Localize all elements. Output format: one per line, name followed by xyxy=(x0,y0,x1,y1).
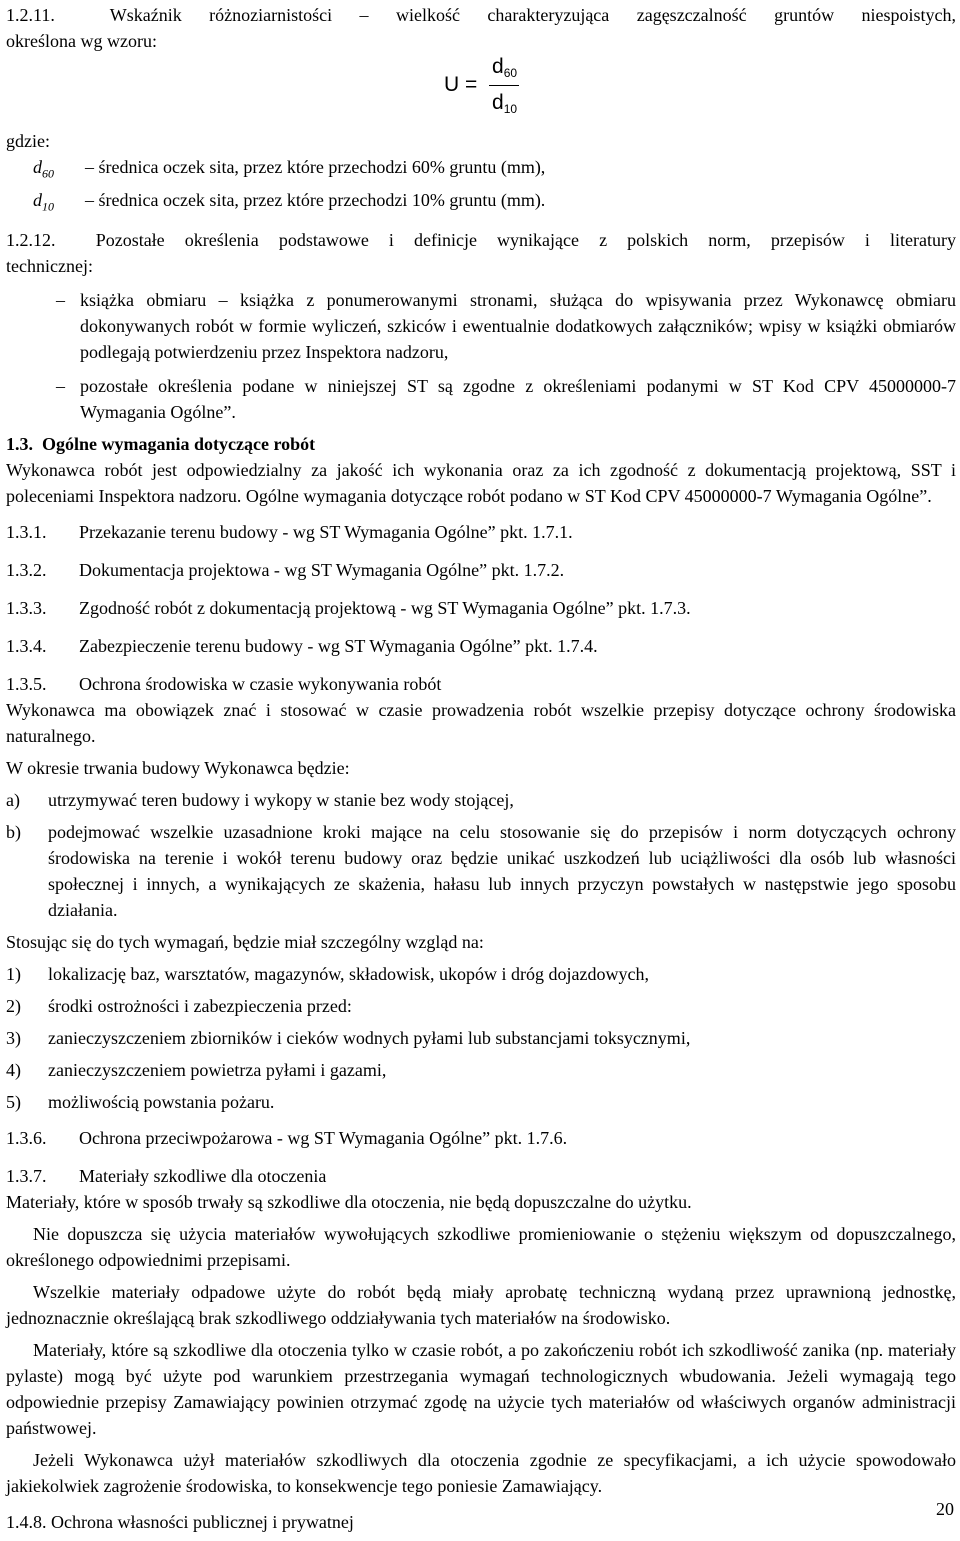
dash-item: – książka obmiaru – książka z ponumerowanymi stronami, służąca do wpisywania przez Wykonawcę obmiaru dokonywanych robót w formie wyliczeń, szkiców i ewentualnie dodatkowych załączników; wpisy w książki obmiarów podlegają potwierdzeniu przez Inspektora nadzoru, xyxy=(56,287,956,365)
section-1-3-heading: 1.3. Ogólne wymagania dotyczące robót xyxy=(6,434,316,455)
section-1-3-7-p5: Jeżeli Wykonawca użył materiałów szkodliwych dla otoczenia zgodnie ze specyfikacjami, a ich użycie spowodowało jakiekolwiek zagrożenie środowiska, to konsekwencje tego poniesie Zamawiający. xyxy=(6,1450,956,1497)
section-1-2-12-line2: technicznej: xyxy=(6,256,93,277)
dash-item: – pozostałe określenia podane w niniejszej ST są zgodne z określeniami podanymi w ST Kod CPV 45000000-7 Wymagania Ogólne”. xyxy=(56,373,956,425)
section-1-3-5-intro2: Stosując się do tych wymagań, będzie miał szczególny wzgląd na: xyxy=(6,932,484,953)
section-text: Pozostałe określenia podstawowe i definicje wynikające z polskich norm, przepisów i literatury xyxy=(95,230,956,251)
symbol: $d_{10}$ xyxy=(33,189,54,214)
section-1-3-7-p2: Nie dopuszcza się użycia materiałów wywołujących szkodliwe promieniowanie o stężeniu większym od dopuszczalnego, określonego odpowiednimi przepisami. xyxy=(6,1224,956,1271)
section-1-3-7-p4: Materiały, które są szkodliwe dla otoczenia tylko w czasie robót, a po zakończeniu robót ich szkodliwość zanika (np. materiały pylaste) mogą być użyte pod warunkiem przestrzegania wymagań technologicznych wbudowania. Jeżeli wymagają tego odpowiednie przepisy Zamawiający powinien otrzymać zgodę na użycie tych materiałów od właściwych organów administracji państwowej. xyxy=(6,1340,956,1439)
subsection-1-3-1: 1.3.1. Przekazanie terenu budowy - wg ST Wymagania Ogólne” pkt. 1.7.1. xyxy=(6,522,573,543)
definition-d10 xyxy=(33,187,956,220)
list-item-5: 5) możliwością powstania pożaru. xyxy=(6,1092,275,1113)
dash-bullet: – xyxy=(56,376,65,397)
section-1-3-5-intro: W okresie trwania budowy Wykonawca będzie: xyxy=(6,758,350,779)
formula-fraction-bar xyxy=(489,85,519,86)
list-item-4: 4) zanieczyszczeniem powietrza pyłami i gazami, xyxy=(6,1060,387,1081)
page-number: 20 xyxy=(936,1499,954,1519)
list-item-1: 1) lokalizację baz, warsztatów, magazynów, składowisk, ukopów i dróg dojazdowych, xyxy=(6,964,649,985)
definitions-block xyxy=(6,128,956,1535)
section-1-3-7-p1: Materiały, które w sposób trwały są szkodliwe dla otoczenia, nie będą dopuszczalne do użytku. xyxy=(6,1192,692,1213)
section-1-3-text: Wykonawca robót jest odpowiedzialny za jakość ich wykonania oraz za ich zgodność z dokumentacją projektową, SST i poleceniami Inspektora nadzoru. Ogólne wymagania dotyczące robót podano w ST Kod CPV 45000000-7 Wymagania Ogólne”. xyxy=(6,460,956,507)
formula-denominator: $d_{10}$ xyxy=(492,91,518,116)
subsection-1-3-6: 1.3.6. Ochrona przeciwpożarowa - wg ST Wymagania Ogólne” pkt. 1.7.6. xyxy=(6,1128,568,1149)
subsection-1-3-7: 1.3.7. Materiały szkodliwe dla otoczenia xyxy=(6,1166,327,1187)
section-1-2-12-line1 xyxy=(6,227,956,253)
list-item-3: 3) zanieczyszczeniem zbiorników i cieków wodnych pyłami lub substancjami toksycznymi, xyxy=(6,1028,691,1049)
list-item-2: 2) środki ostrożności i zabezpieczenia przed: xyxy=(6,996,352,1017)
subsection-1-3-4: 1.3.4. Zabezpieczenie terenu budowy - wg ST Wymagania Ogólne” pkt. 1.7.4. xyxy=(6,636,598,657)
section-number: 1.2.12. xyxy=(6,230,56,251)
gdzie-label: gdzie: xyxy=(6,131,50,151)
subsection-1-3-3: 1.3.3. Zgodność robót z dokumentacją projektową - wg ST Wymagania Ogólne” pkt. 1.7.3. xyxy=(6,598,691,619)
subsection-1-3-2: 1.3.2. Dokumentacja projektowa - wg ST Wymagania Ogólne” pkt. 1.7.2. xyxy=(6,560,565,581)
section-1-3-5-text: Wykonawca ma obowiązek znać i stosować w czasie prowadzenia robót wszelkie przepisy dotyczące ochrony środowiska naturalnego. xyxy=(6,700,956,747)
formula-lhs: U xyxy=(444,73,460,96)
section-text: Wskaźnik różnoziarnistości – wielkość charakteryzująca zagęszczalność gruntów niespoistych, xyxy=(109,5,957,25)
subsection-1-3-5: 1.3.5. Ochrona środowiska w czasie wykonywania robót xyxy=(6,674,442,695)
section-1-4-8-heading: 1.4.8. Ochrona własności publicznej i prywatnej xyxy=(6,1512,354,1533)
section-1-3-7-p3: Wszelkie materiały odpadowe użyte do robót będą miały aprobatę techniczną wydaną przez uprawnioną jednostkę, jednoznacznie określającą brak szkodliwego oddziaływania tych materiałów na środowisko. xyxy=(6,1282,956,1329)
definition-text: – średnica oczek sita, przez które przechodzi 10% gruntu (mm). xyxy=(85,189,546,210)
list-item-b: b) podejmować wszelkie uzasadnione kroki mające na celu stosowanie się do przepisów i norm dotyczących ochrony środowiska na terenie i wokół terenu budowy oraz będzie unikać uszkodzeń lub uciążliwości dla osób lub własności społecznej i innych, a wynikających ze skażenia, hałasu lub innych przyczyn powstałych w następstwie jego sposobu działania. xyxy=(6,822,956,921)
list-item-a: a) utrzymywać teren budowy i wykopy w stanie bez wody stojącej, xyxy=(6,790,514,811)
definition-d60 xyxy=(33,154,956,187)
section-1-2-11-line2: określona wg wzoru: xyxy=(6,31,157,51)
formula-equals: = xyxy=(465,73,478,96)
symbol: $d_{60}$ xyxy=(33,157,54,181)
dash-bullet: – xyxy=(56,290,65,311)
formula-numerator: $d_{60}$ xyxy=(492,55,518,80)
section-1-2-11 xyxy=(6,2,956,54)
definition-text: – średnica oczek sita, przez które przechodzi 60% gruntu (mm), xyxy=(85,157,546,177)
section-1-2-11-line1 xyxy=(6,2,956,28)
formula-uniformity xyxy=(444,48,534,118)
section-number: 1.2.11. xyxy=(6,5,55,25)
